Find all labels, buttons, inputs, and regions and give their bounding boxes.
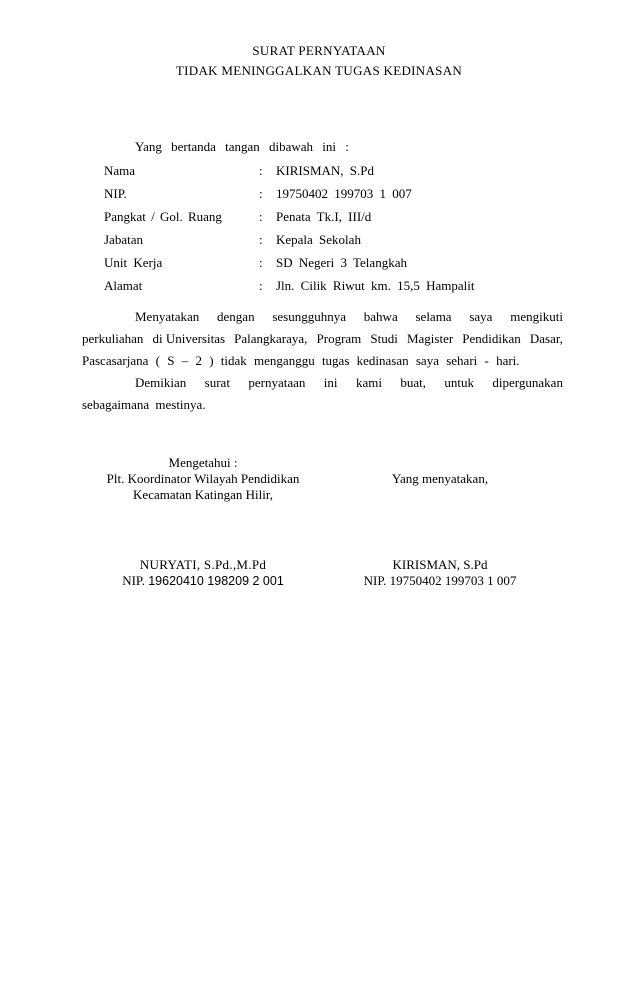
signature-left-heading: Mengetahui : xyxy=(168,455,238,470)
paragraph-2-line-2: sebagaimana mestinya. xyxy=(82,397,206,412)
word: mengikuti xyxy=(510,309,563,324)
signature-left-nip xyxy=(100,574,306,588)
word: dipergunakan xyxy=(492,375,563,390)
field-label: Pangkat / Gol. Ruang xyxy=(104,209,222,224)
field-value: KIRISMAN, S.Pd xyxy=(276,163,374,178)
word: perkuliahan xyxy=(82,331,144,346)
word: Dasar, xyxy=(529,331,563,346)
field-value: Jln. Cilik Riwut km. 15,5 Hampalit xyxy=(276,278,475,293)
nip-value: 19620410 198209 2 001 xyxy=(148,574,284,588)
field-colon: : xyxy=(259,163,263,178)
word: Palangkaraya, xyxy=(234,331,308,346)
paragraph-1-line-2 xyxy=(82,332,563,345)
word: Program xyxy=(316,331,362,346)
paragraph-2-line-1 xyxy=(135,376,563,389)
nip-label: NIP. xyxy=(122,573,145,588)
field-value: SD Negeri 3 Telangkah xyxy=(276,255,407,270)
paragraph-1-line-3: Pascasarjana ( S – 2 ) tidak menganggu tugas kedinasan saya sehari - hari. xyxy=(82,353,520,368)
word: Pendidikan xyxy=(462,331,521,346)
signature-right-name: KIRISMAN, S.Pd xyxy=(392,557,488,572)
field-label: Nama xyxy=(104,163,136,178)
field-colon: : xyxy=(259,232,263,247)
word: ini xyxy=(323,375,338,390)
word: Demikian xyxy=(135,375,187,390)
paragraph-1-line-1 xyxy=(135,310,563,323)
word: sesungguhnya xyxy=(272,309,347,324)
word: Menyatakan xyxy=(135,309,200,324)
intro-text: Yang bertanda tangan dibawah ini : xyxy=(135,139,349,154)
word: Studi xyxy=(370,331,398,346)
word: buat, xyxy=(400,375,426,390)
word: surat xyxy=(204,375,230,390)
field-value: Kepala Sekolah xyxy=(276,232,361,247)
field-colon: : xyxy=(259,209,263,224)
field-label: Jabatan xyxy=(104,232,143,247)
field-value: 19750402 199703 1 007 xyxy=(276,186,412,201)
word: di Universitas xyxy=(152,331,226,346)
field-label: NIP. xyxy=(104,186,127,201)
word: dengan xyxy=(217,309,255,324)
field-label: Alamat xyxy=(104,278,143,293)
word: bahwa xyxy=(363,309,398,324)
word: pernyataan xyxy=(248,375,306,390)
signature-left-office: Kecamatan Katingan Hilir, xyxy=(133,487,273,502)
word: untuk xyxy=(444,375,475,390)
field-colon: : xyxy=(259,186,263,201)
word: kami xyxy=(355,375,382,390)
word: selama xyxy=(415,309,452,324)
field-value: Penata Tk.I, III/d xyxy=(276,209,372,224)
signature-right-nip: NIP. 19750402 199703 1 007 xyxy=(363,573,517,588)
signature-left-position: Plt. Koordinator Wilayah Pendidikan xyxy=(106,471,300,486)
signature-left-name: NURYATI, S.Pd.,M.Pd xyxy=(139,557,267,572)
word: saya xyxy=(469,309,493,324)
signature-right-heading: Yang menyatakan, xyxy=(391,471,489,486)
field-colon: : xyxy=(259,278,263,293)
document-title: SURAT PERNYATAAN xyxy=(252,43,386,58)
field-colon: : xyxy=(259,255,263,270)
document-subtitle: TIDAK MENINGGALKAN TUGAS KEDINASAN xyxy=(175,63,463,78)
word: Magister xyxy=(406,331,454,346)
field-label: Unit Kerja xyxy=(104,255,163,270)
